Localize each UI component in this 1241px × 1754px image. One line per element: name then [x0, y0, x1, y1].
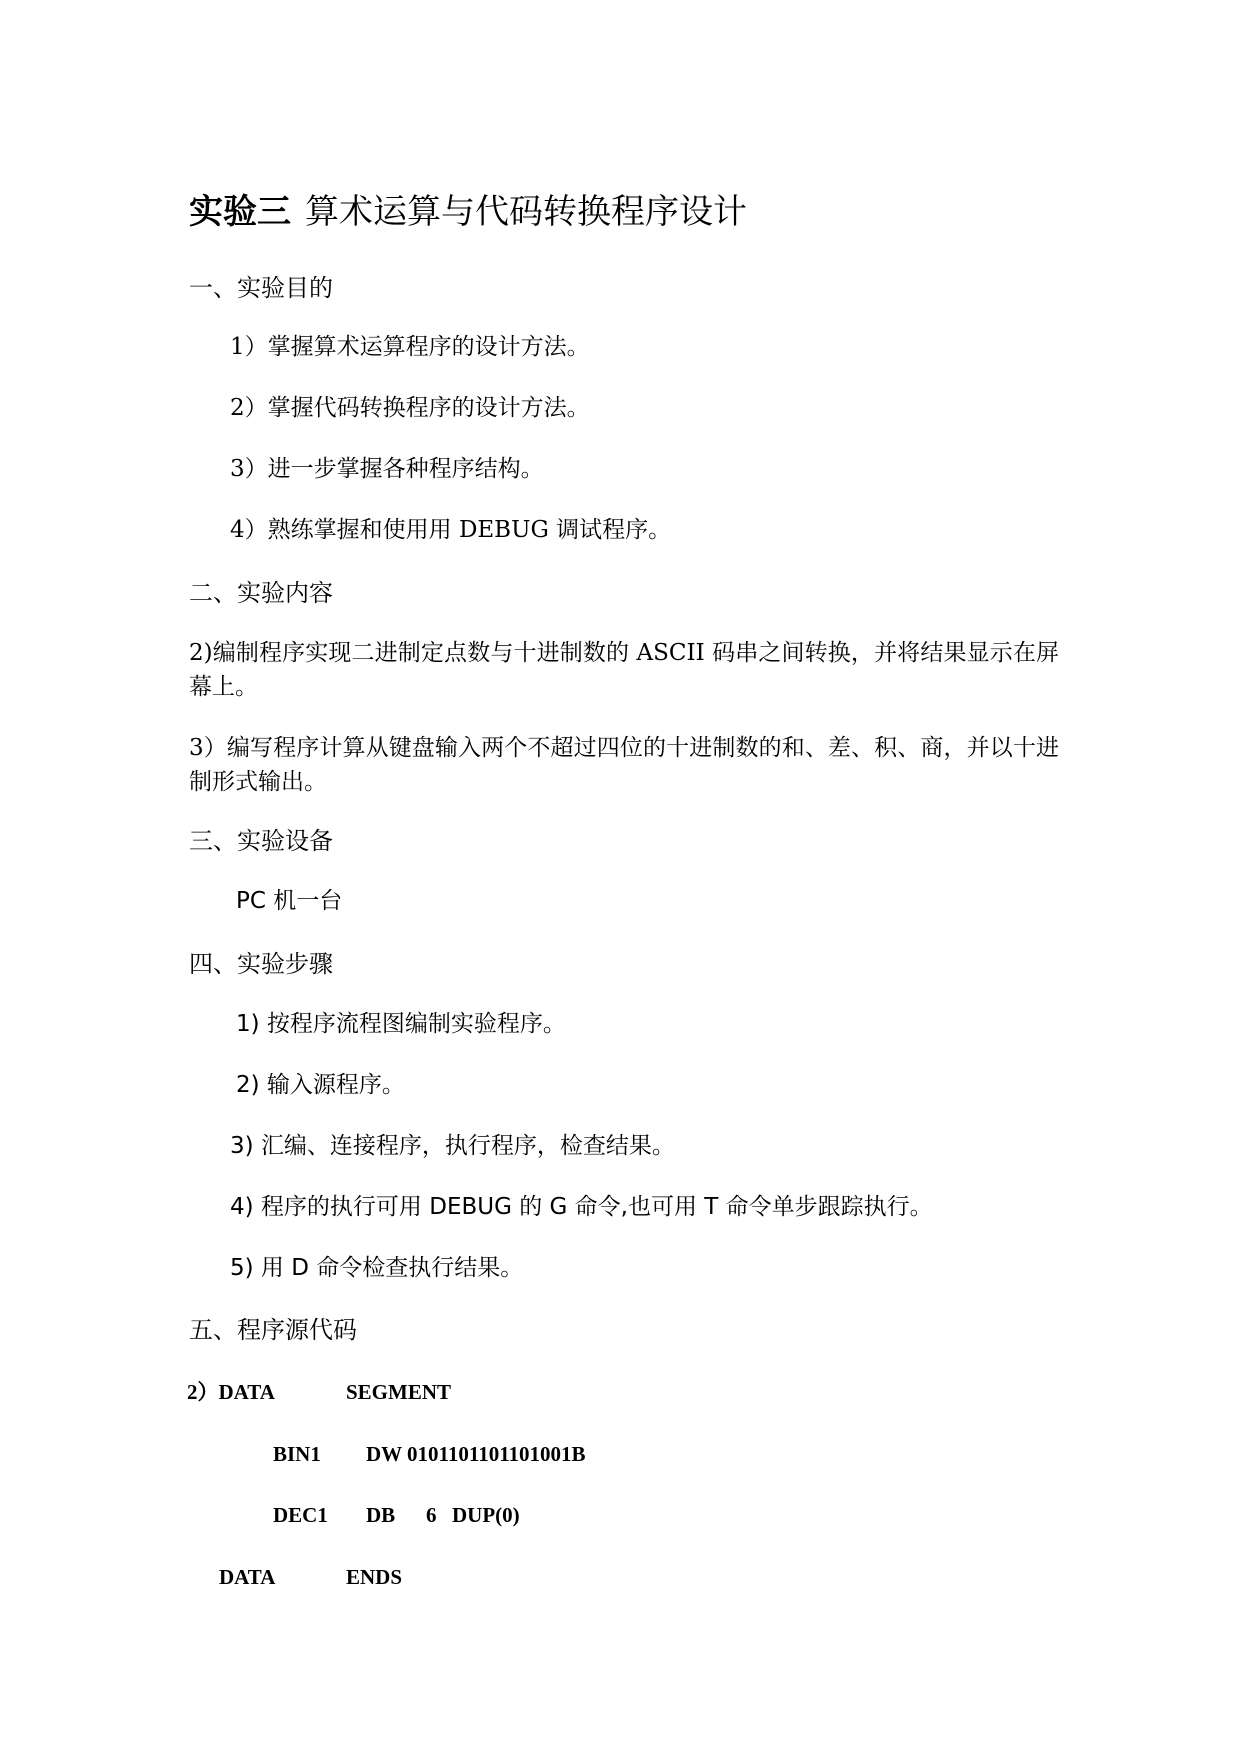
code-token: ENDS — [346, 1565, 403, 1589]
code-token: DW 0101101101101001B — [366, 1442, 586, 1466]
page-title — [189, 190, 747, 234]
purpose-item: 1）掌握算术运算程序的设计方法。 — [230, 334, 590, 360]
step-item: 2) 输入源程序。 — [236, 1072, 405, 1098]
code-token: DUP(0) — [452, 1503, 520, 1527]
step-item: 5) 用 D 命令检查执行结果。 — [230, 1255, 524, 1281]
step-item: 3) 汇编、连接程序，执行程序，检查结果。 — [230, 1133, 675, 1159]
code-token: 2）DATA — [187, 1380, 275, 1404]
purpose-item: 4）熟练掌握和使用用 DEBUG 调试程序。 — [230, 517, 672, 543]
title-text: 算术运算与代码转换程序设计 — [305, 192, 747, 232]
section-heading-purpose: 一、实验目的 — [189, 274, 333, 302]
title-prefix: 实验三 — [189, 192, 291, 232]
section-heading-steps: 四、实验步骤 — [189, 950, 333, 978]
section-heading-content: 二、实验内容 — [189, 579, 333, 607]
equipment-text: PC 机一台 — [236, 888, 343, 914]
code-line — [0, 1377, 1241, 1407]
content-item: 3）编写程序计算从键盘输入两个不超过四位的十进制数的和、差、积、商，并以十进制形式输出。 — [189, 735, 1059, 795]
code-line — [0, 1500, 1241, 1530]
purpose-item: 3）进一步掌握各种程序结构。 — [230, 456, 544, 482]
step-item: 1) 按程序流程图编制实验程序。 — [236, 1011, 566, 1037]
code-token: DATA — [219, 1565, 276, 1589]
section-heading-source-code: 五、程序源代码 — [189, 1316, 357, 1344]
step-item: 4) 程序的执行可用 DEBUG 的 G 命令,也可用 T 命令单步跟踪执行。 — [230, 1194, 933, 1220]
purpose-item: 2）掌握代码转换程序的设计方法。 — [230, 395, 590, 421]
code-token: BIN1 — [273, 1442, 321, 1466]
code-token: 6 — [426, 1503, 437, 1527]
code-line — [0, 1562, 1241, 1592]
code-token: DEC1 — [273, 1503, 328, 1527]
code-line — [0, 1439, 1241, 1469]
content-item: 2)编制程序实现二进制定点数与十进制数的 ASCII 码串之间转换，并将结果显示在屏幕上。 — [189, 640, 1059, 700]
code-token: DB — [366, 1503, 396, 1527]
code-token: SEGMENT — [346, 1380, 452, 1404]
section-heading-equipment: 三、实验设备 — [189, 827, 333, 855]
